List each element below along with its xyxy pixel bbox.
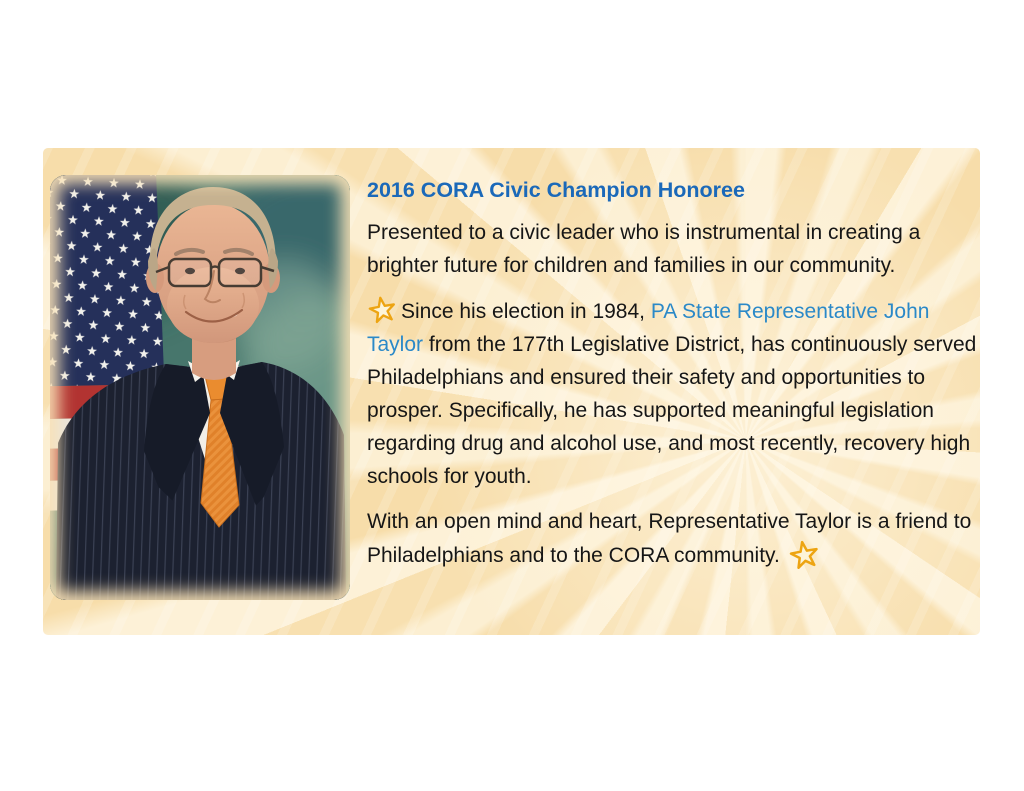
award-title: 2016 CORA Civic Champion Honoree xyxy=(367,178,745,202)
bio-text-after: from the 177th Legislative District, has continuously served Philadelphians and ensured their safety and opportunities to prosper. Specifically, he has supported meaningful legislation regarding drug and alcohol use, and most recently, recovery high schools for youth. xyxy=(367,333,977,488)
bio-text-before: Since his election in 1984, xyxy=(401,300,651,323)
star-icon xyxy=(367,294,398,325)
closing-note xyxy=(367,505,979,572)
award-description: Presented to a civic leader who is instrumental in creating a brighter future for children and families in our community. xyxy=(367,221,921,277)
star-icon xyxy=(788,538,821,571)
text-column xyxy=(367,175,979,572)
content-panel xyxy=(43,148,980,635)
honoree-portrait xyxy=(50,175,350,600)
closing-text: With an open mind and heart, Representative Taylor is a friend to Philadelphians and to the CORA community. xyxy=(367,510,972,567)
john-taylor-link[interactable]: PA State Representative John Taylor xyxy=(367,300,930,356)
honoree-bio xyxy=(367,294,979,493)
portrait-illustration xyxy=(50,175,350,600)
